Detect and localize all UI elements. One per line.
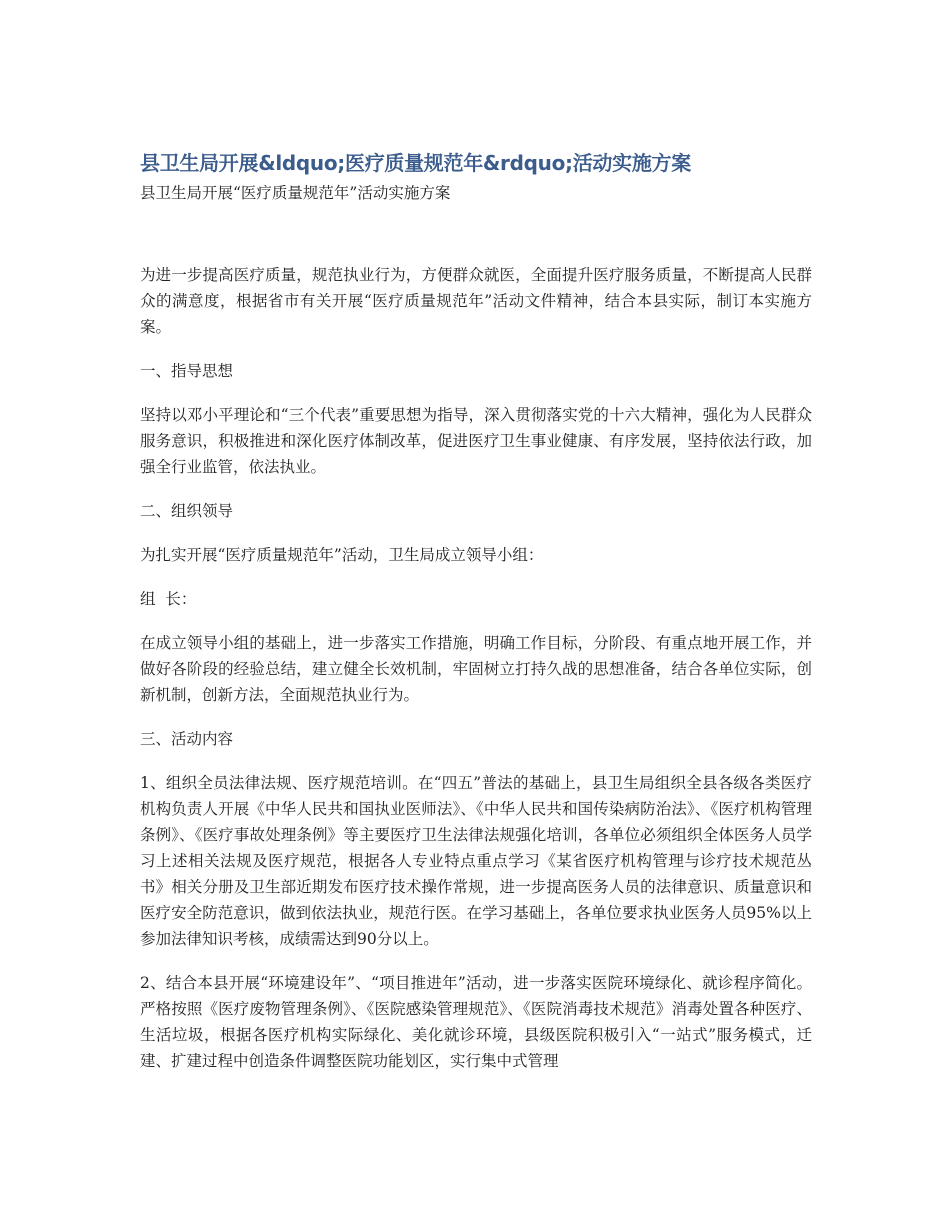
intro-paragraph: 为进一步提高医疗质量，规范执业行为，方便群众就医，全面提升医疗服务质量，不断提高人民群众的满意度，根据省市有关开展“医疗质量规范年”活动文件精神，结合本县实际，制订本实施方案。: [140, 266, 812, 336]
section-heading-activities: 三、活动内容: [140, 730, 234, 748]
document-title: 县卫生局开展&ldquo;医疗质量规范年&rdquo;活动实施方案: [140, 151, 691, 175]
group-leader-line: 组 长：: [140, 590, 197, 608]
activity-item-1: 1、组织全员法律法规、医疗规范培训。在“四五”普法的基础上，县卫生局组织全县各级各类医疗机构负责人开展《中华人民共和国执业医师法》、《中华人民共和国传染病防治法》、《医疗机构管理条例》、《医疗事故处理条例》等主要医疗卫生法律法规强化培训，各单位必须组织全体医务人员学习上述相关法规及医疗规范，根据各人专业特点重点学习《某省医疗机构管理与诊疗技术规范丛书》相关分册及卫生部近期发布医疗技术操作常规，进一步提高医务人员的法律意识、质量意识和医疗安全防范意识，做到依法执业，规范行医。在学习基础上，各单位要求执业医务人员95%以上参加法律知识考核，成绩需达到90分以上。: [140, 774, 812, 948]
document-body: [140, 262, 812, 1074]
organization-paragraph-2: 在成立领导小组的基础上，进一步落实工作措施，明确工作目标，分阶段、有重点地开展工作，并做好各阶段的经验总结，建立健全长效机制，牢固树立打持久战的思想准备，结合各单位实际，创新机制，创新方法，全面规范执业行为。: [140, 634, 812, 704]
document-page: [140, 148, 812, 1092]
activity-item-2: 2、结合本县开展“环境建设年”、“项目推进年”活动，进一步落实医院环境绿化、就诊程序简化。严格按照《医疗废物管理条例》、《医院感染管理规范》、《医院消毒技术规范》消毒处置各种医疗、生活垃圾，根据各医疗机构实际绿化、美化就诊环境，县级医院积极引入“一站式”服务模式，迁建、扩建过程中创造条件调整医院功能划区，实行集中式管理: [140, 974, 812, 1070]
section-heading-organization: 二、组织领导: [140, 502, 234, 520]
guiding-ideology-paragraph: 坚持以邓小平理论和“三个代表”重要思想为指导，深入贯彻落实党的十六大精神，强化为人民群众服务意识，积极推进和深化医疗体制改革，促进医疗卫生事业健康、有序发展，坚持依法行政，加强全行业监管，依法执业。: [140, 406, 812, 476]
document-subtitle: 县卫生局开展“医疗质量规范年”活动实施方案: [140, 184, 451, 202]
section-heading-guiding-ideology: 一、指导思想: [140, 362, 234, 380]
organization-paragraph: 为扎实开展“医疗质量规范年”活动，卫生局成立领导小组：: [140, 546, 544, 564]
